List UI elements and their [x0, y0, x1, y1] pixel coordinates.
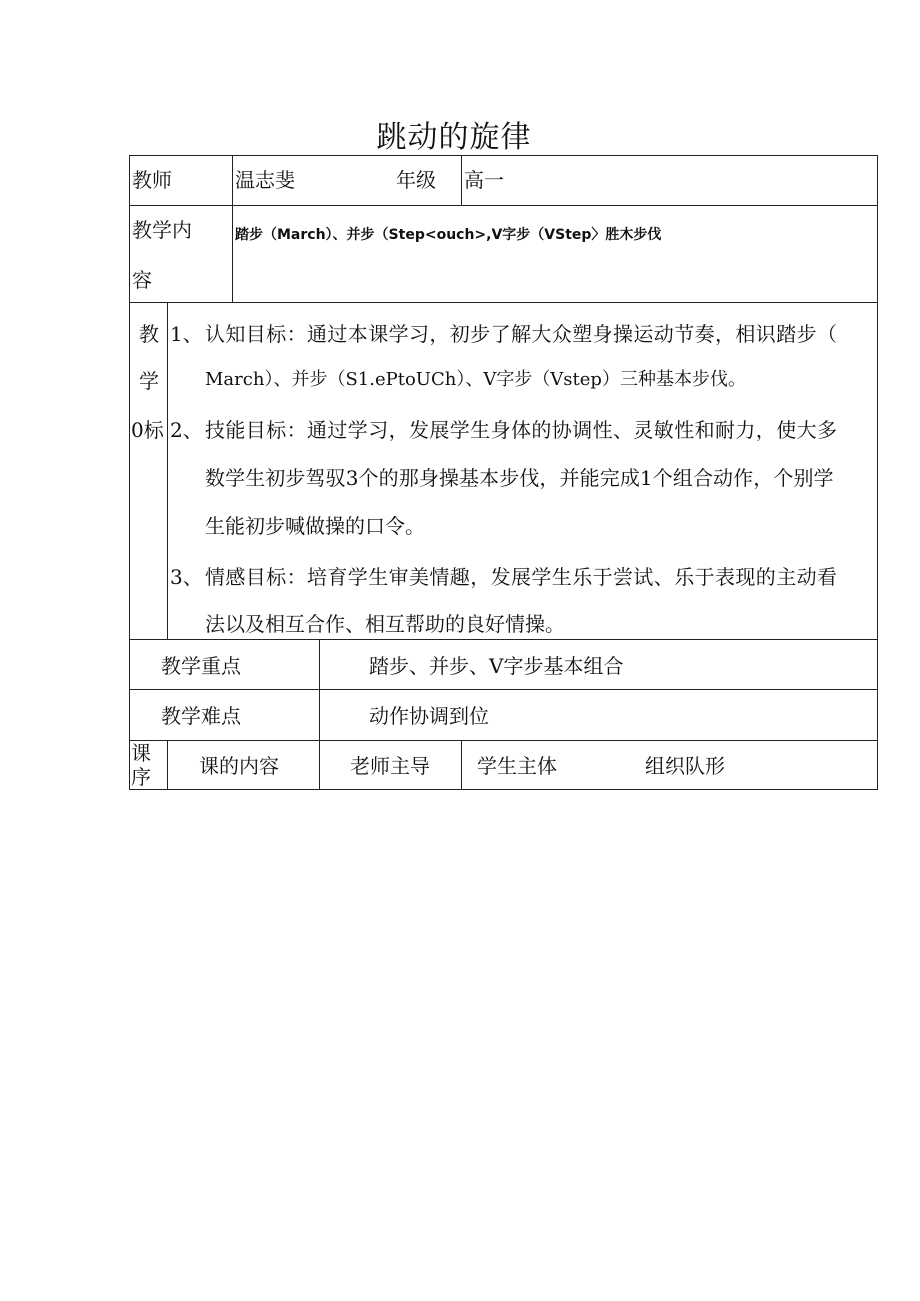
- teacher-value: 温志斐: [235, 168, 295, 192]
- goals-label-char: 学: [139, 369, 159, 393]
- goal-number: 3、: [170, 565, 203, 589]
- goal-text-line: March）、并步（S1.ePtoUCh）、V字步（Vstep）三种基本步伐。: [205, 369, 746, 390]
- sequence-header-line1: 课: [131, 741, 151, 765]
- row-divider: [129, 205, 878, 206]
- goal-number: 2、: [170, 418, 203, 442]
- content-value: 踏步（March）、并步（Step<ouch>,V字步（VStep〉胜木步伐: [235, 227, 662, 243]
- student-column-header: 学生主体: [477, 754, 557, 778]
- teacher-column-header: 老师主导: [350, 754, 430, 778]
- goal-number: 1、: [170, 322, 203, 346]
- column-divider: [461, 740, 462, 790]
- table-border-left: [129, 155, 130, 790]
- table-border-top: [129, 155, 878, 156]
- formation-column-header: 组织队形: [645, 754, 725, 778]
- goal-text-line: 认知目标：通过本课学习，初步了解大众塑身操运动节奏，相识踏步（: [205, 322, 838, 346]
- key-points-label: 教学重点: [161, 654, 241, 678]
- page-title: 跳动的旋律: [376, 120, 532, 155]
- column-divider: [167, 302, 168, 639]
- difficulties-value: 动作协调到位: [369, 704, 489, 728]
- goal-text-line: 生能初步喊做操的口令。: [205, 514, 425, 538]
- column-divider: [167, 740, 168, 790]
- goals-label-char: 教: [139, 322, 159, 346]
- row-divider: [129, 302, 878, 303]
- content-label-line2: 容: [132, 268, 152, 292]
- content-column-header: 课的内容: [199, 754, 279, 778]
- goal-text-line: 数学生初步驾驭3个的那身操基本步伐，并能完成1个组合动作，个别学: [205, 466, 834, 490]
- key-points-value: 踏步、并步、V字步基本组合: [369, 654, 624, 678]
- content-label-line1: 教学内: [132, 218, 192, 242]
- goals-label-char: 0标: [131, 418, 164, 442]
- table-border-bottom: [129, 789, 878, 790]
- difficulties-label: 教学难点: [161, 704, 241, 728]
- column-divider: [319, 639, 320, 790]
- row-divider: [129, 689, 878, 690]
- grade-value: 高一: [464, 168, 504, 192]
- goal-text-line: 情感目标：培育学生审美情趣，发展学生乐于尝试、乐于表现的主动看: [205, 565, 838, 589]
- sequence-header-line2: 序: [131, 765, 151, 789]
- goal-text-line: 技能目标：通过学习，发展学生身体的协调性、灵敏性和耐力，使大多: [205, 418, 838, 442]
- column-divider: [461, 155, 462, 205]
- row-divider: [129, 740, 878, 741]
- goal-text-line: 法以及相互合作、相互帮助的良好情操。: [205, 612, 565, 636]
- column-divider: [232, 155, 233, 302]
- grade-label: 年级: [396, 168, 436, 192]
- row-divider: [129, 639, 878, 640]
- table-border-right: [877, 155, 878, 790]
- teacher-label: 教师: [132, 168, 172, 192]
